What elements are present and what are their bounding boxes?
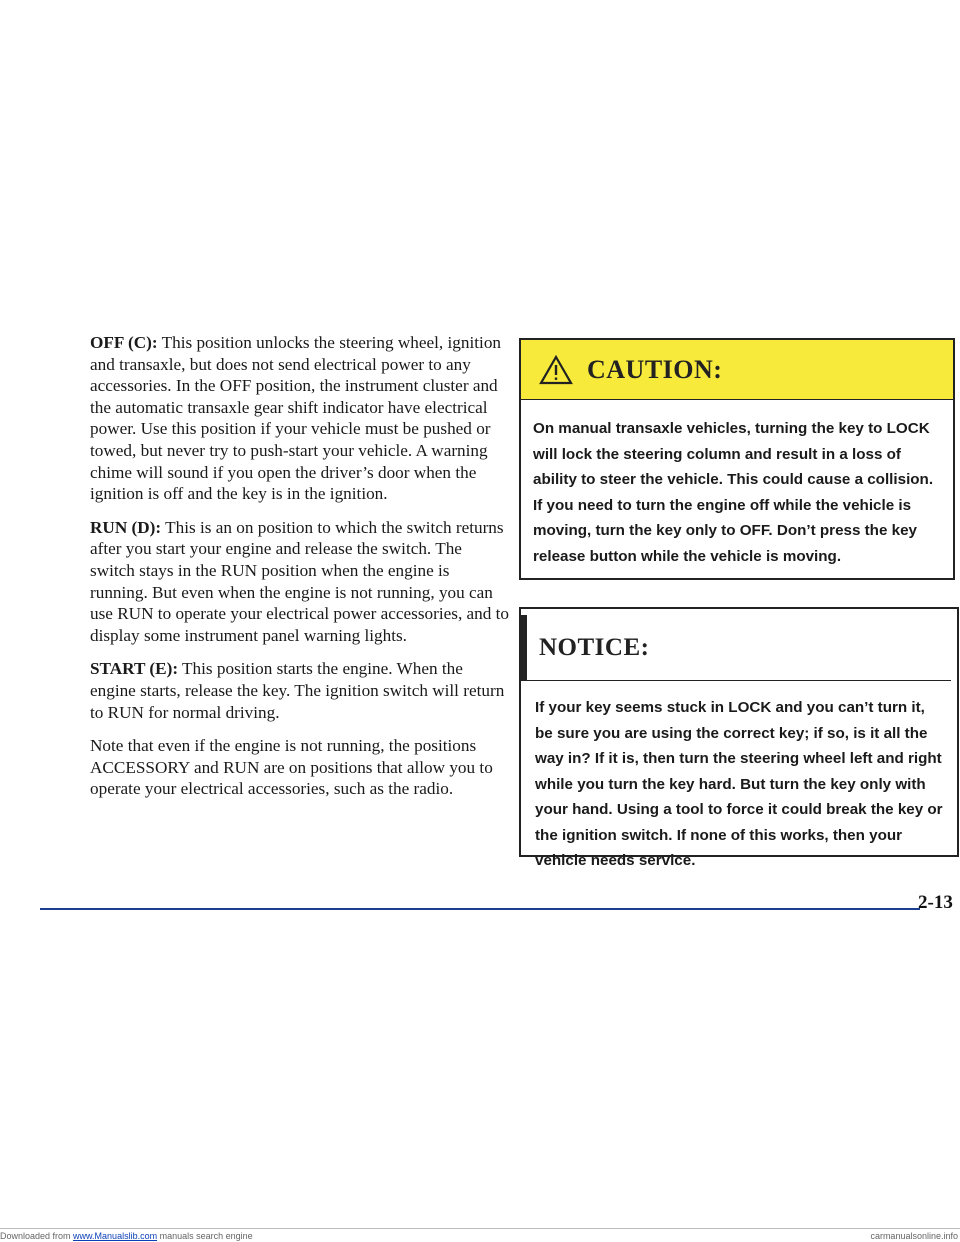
text-start: This position starts the engine. When the engine starts, release the key. The ignition switch will return to RUN for normal driving. — [90, 659, 505, 722]
page-number: 2-13 — [918, 892, 953, 913]
notice-box — [519, 607, 959, 869]
caution-body: On manual transaxle vehicles, turning the key to LOCK will lock the steering column and result in a loss of ability to steer the vehicle. This could cause a collision. If you need to turn the engine off while the vehicle is moving, turn the key only to OFF. Don’t press the key release button while the vehicle is moving. — [533, 420, 934, 565]
term-run: RUN (D): — [90, 517, 162, 537]
footer-left — [0, 1231, 253, 1241]
paragraph-start — [90, 658, 510, 723]
paragraph-off — [90, 332, 510, 505]
paragraph-run — [90, 517, 510, 647]
body-text-column — [90, 332, 510, 812]
caution-title: CAUTION: — [587, 354, 723, 384]
caution-header — [521, 340, 953, 400]
manualslib-link[interactable]: www.Manualslib.com — [73, 1231, 158, 1241]
notice-body: If your key seems stuck in LOCK and you can’t turn it, be sure you are using the correct key; if so, is it all the way in? If it is, then turn the steering wheel left and right while you turn the key hard. But turn the key only with your hand. Using a tool to force it could break the key or the ignition switch. If none of this works, then your vehicle needs service. — [535, 699, 943, 869]
notice-title: NOTICE: — [539, 633, 650, 661]
footer-divider — [0, 1228, 960, 1229]
paragraph-note — [90, 735, 510, 800]
warning-triangle-icon — [539, 355, 573, 385]
notice-header — [521, 615, 951, 681]
caution-box — [519, 338, 955, 580]
footer-rule — [40, 908, 920, 910]
term-start: START (E): — [90, 659, 179, 679]
text-run: This is an on position to which the switch returns after you start your engine and release the switch. The switch stays in the RUN position when the engine is running. But even when the engine is not running, you can use RUN to operate your electrical power accessories, and to display some instrument panel warning lights. — [90, 517, 510, 645]
footer-suffix: manuals search engine — [157, 1231, 253, 1241]
footer-watermark: carmanualsonline.info — [870, 1231, 958, 1241]
term-off: OFF (C): — [90, 333, 158, 352]
text-off: This position unlocks the steering wheel, ignition and transaxle, but does not send electrical power to any accessories. In the OFF position, the instrument cluster and the automatic transaxle gear shift indicator have electrical power. Use this position if your vehicle must be pushed or towed, but never try to push-start your vehicle. A warning chime will sound if you open the driver’s door when the ignition is off and the key is in the ignition. — [90, 333, 502, 504]
text-note: Note that even if the engine is not running, the positions ACCESSORY and RUN are on positions that allow you to operate your electrical accessories, such as the radio. — [90, 736, 493, 799]
footer-prefix: Downloaded from — [0, 1231, 74, 1241]
